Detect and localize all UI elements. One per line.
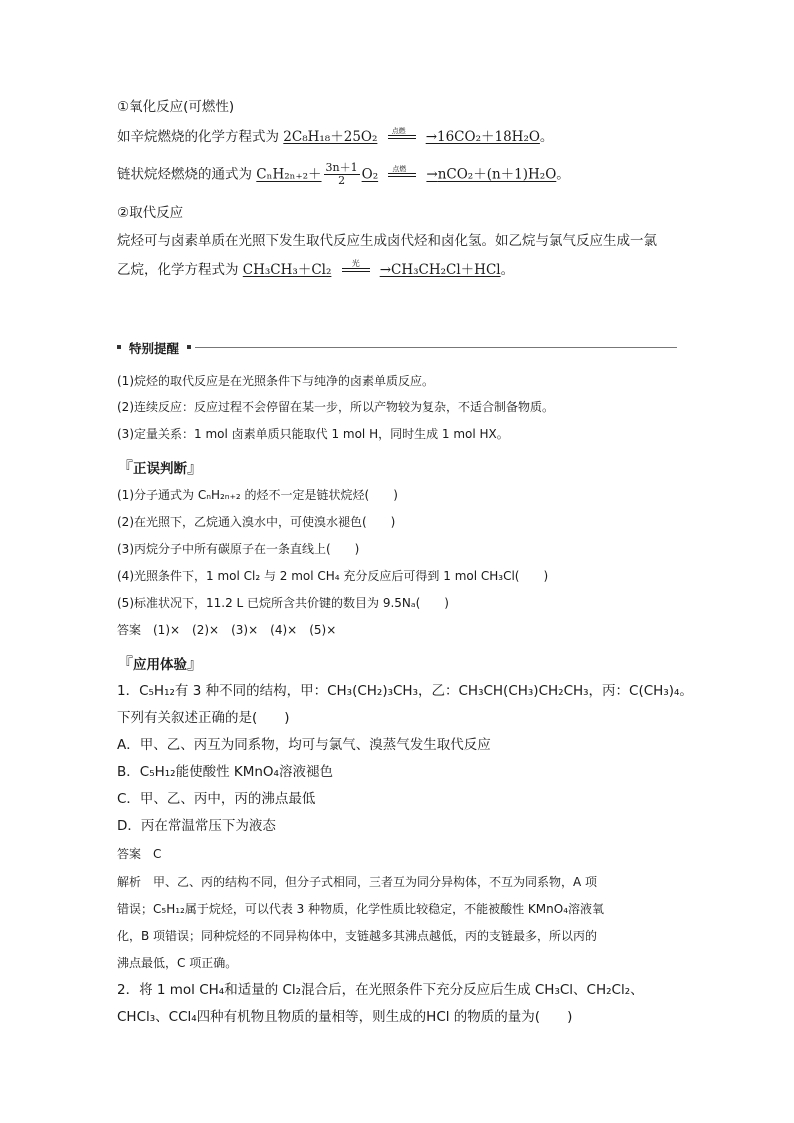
judge-answer: 答案 (1)× (2)× (3)× (4)× (5)× [117,623,337,637]
option-a: A．甲、乙、丙互为同系物，均可与氯气、溴蒸气发生取代反应 [117,737,491,753]
tip-item: (3)定量关系：1 mol 卤素单质只能取代 1 mol H，同时生成 1 mol HX。 [117,427,509,441]
ethane-chlorination-equation: 乙烷，化学方程式为 CH₃CH₃＋Cl₂ 光 →CH₃CH₂Cl＋HCl。 [117,259,515,278]
substitution-heading: ②取代反应 [117,205,184,221]
ethane-rhs: →CH₃CH₂Cl＋HCl [379,262,501,278]
question-1-prompt: 下列有关叙述正确的是( ) [117,710,290,726]
octane-prefix: 如辛烷燃烧的化学方程式为 [117,129,279,145]
apply-section-title: 『应用体验』 [117,654,204,673]
judge-section-title: 『正误判断』 [117,458,204,477]
question-2-prompt: CHCl₃、CCl₄四种有机物且物质的量相等，则生成的HCl 的物质的量为( ) [117,1009,573,1025]
tip-item: (1)烷烃的取代反应是在光照条件下与纯净的卤素单质反应。 [117,374,435,388]
option-b: B．C₅H₁₂能使酸性 KMnO₄溶液褪色 [117,764,333,780]
question-2-stem: 2．将 1 mol CH₄和适量的 Cl₂混合后，在光照条件下充分反应后生成 CH₃Cl、CH₂Cl₂、 [117,982,644,998]
general-rhs: →nCO₂＋(n＋1)H₂O [426,166,557,183]
analysis-line: 沸点最低，C 项正确。 [117,956,238,970]
general-lhs: CₙH₂ₙ₊₂＋ [256,166,322,183]
general-combustion-equation: 链状烷烃燃烧的通式为 CₙH₂ₙ₊₂＋ $\frac{3n+1}{2}$ O₂ 点燃 →nCO₂＋(n＋1)H₂O。 [117,161,570,187]
option-c: C．甲、乙、丙中，丙的沸点最低 [117,791,316,807]
judge-item: (5)标准状况下，11.2 L 已烷所含共价键的数目为 9.5Nₐ( ) [117,596,449,610]
tip-item: (2)连续反应：反应过程不会停留在某一步，所以产物较为复杂，不适合制备物质。 [117,400,555,414]
judge-item: (1)分子通式为 CₙH₂ₙ₊₂ 的烃不一定是链状烷烃( ) [117,488,398,502]
analysis-line: 错误；C₅H₁₂属于烷烃，可以代表 3 种物质，化学性质比较稳定，不能被酸性 KMnO₄溶液氧 [117,902,604,916]
oxidation-heading: ①氧化反应(可燃性) [117,99,235,115]
tip-header [117,339,677,355]
general-prefix: 链状烷烃燃烧的通式为 [117,166,252,183]
substitution-text-line: 烷烃可与卤素单质在光照下发生取代反应生成卤代烃和卤化氢。如乙烷与氯气反应生成一氯 [117,233,657,249]
judge-item: (4)光照条件下，1 mol Cl₂ 与 2 mol CH₄ 充分反应后可得到 1 mol CH₃Cl( ) [117,569,549,583]
octane-equation: 如辛烷燃烧的化学方程式为 2C₈H₁₈＋25O₂ 点燃 →16CO₂＋18H₂O。 [117,128,553,146]
square-bullet-icon [187,345,191,349]
oxygen-fraction: $\frac{3n+1}{2}$ [325,161,358,187]
ignite-condition-arrow [386,128,422,146]
analysis-line: 化，B 项错误；同种烷烃的不同异构体中，支链越多其沸点越低，丙的支链最多，所以丙的 [117,929,598,943]
ethane-lhs: CH₃CH₃＋Cl₂ [242,262,332,278]
light-condition-arrow: 光 [340,261,376,279]
option-d: D．丙在常温常压下为液态 [117,818,276,834]
ignite-label: 点燃 [391,127,406,135]
octane-lhs: 2C₈H₁₈＋25O₂ [283,129,378,145]
question-1-stem: 1．C₅H₁₂有 3 种不同的结构，甲：CH₃(CH₂)₃CH₃，乙：CH₃CH(CH₃)CH₂CH₃，丙：C(CH₃)₄。 [117,683,693,699]
analysis-line: 解析 甲、乙、丙的结构不同，但分子式相同，三者互为同分异构体，不互为同系物，A 项 [117,875,598,889]
judge-item: (2)在光照下，乙烷通入溴水中，可使溴水褪色( ) [117,515,396,529]
tip-title: 特别提醒 [129,341,180,356]
question-1-answer: 答案 C [117,847,162,861]
tip-divider [195,347,677,348]
ignite-condition-arrow: 点燃 [386,166,422,184]
octane-rhs: →16CO₂＋18H₂O [425,129,540,145]
square-bullet-icon [117,345,121,349]
judge-item: (3)丙烷分子中所有碳原子在一条直线上( ) [117,542,360,556]
general-o2: O₂ [361,166,379,183]
